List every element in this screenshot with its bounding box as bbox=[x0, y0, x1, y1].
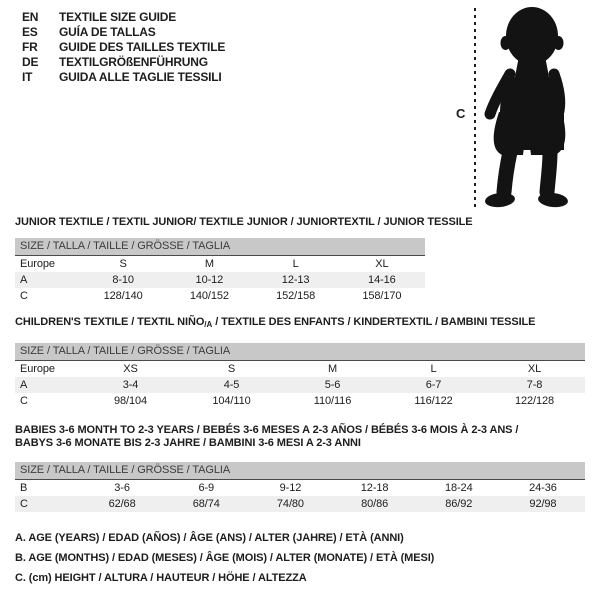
column-header-europe: Europe bbox=[20, 363, 55, 375]
row-label: B bbox=[20, 482, 28, 494]
language-code: IT bbox=[22, 70, 33, 84]
table-cell: 3-4 bbox=[122, 379, 139, 391]
row-label: C bbox=[20, 395, 28, 407]
language-label: GUÍA DE TALLAS bbox=[59, 25, 156, 39]
language-row bbox=[22, 40, 225, 55]
table-row-a bbox=[15, 377, 585, 393]
table-cell: 116/122 bbox=[414, 395, 453, 407]
title-part: CHILDREN'S TEXTILE / TEXTIL NIÑO bbox=[15, 316, 205, 328]
section-title bbox=[15, 316, 585, 331]
section-title-line1: BABIES 3-6 MONTH TO 2-3 YEARS / BEBÉS 3-6 MESES A 2-3 AÑOS / BÉBÉS 3-6 MOIS À 2-3 ANS / bbox=[15, 424, 519, 436]
legend-note-b: B. AGE (MONTHS) / EDAD (MESES) / ÂGE (MOIS) / ALTER (MONATE) / ETÀ (MESI) bbox=[15, 552, 435, 564]
size-header-bar: SIZE / TALLA / TAILLE / GRÖSSE / TAGLIA bbox=[15, 462, 585, 480]
table-cell: 5-6 bbox=[324, 379, 341, 391]
table-row-c bbox=[15, 288, 425, 304]
row-label: A bbox=[20, 379, 28, 391]
table-cell: 24-36 bbox=[529, 482, 557, 494]
children-size-table bbox=[15, 343, 585, 409]
table-row-c bbox=[15, 393, 585, 409]
table-cell: 6-7 bbox=[425, 379, 442, 391]
height-label-c: C bbox=[456, 106, 466, 121]
table-cell: 8-10 bbox=[112, 274, 134, 286]
column-header: M bbox=[327, 363, 338, 375]
column-header: XL bbox=[375, 258, 389, 270]
language-code: FR bbox=[22, 40, 38, 54]
table-row-c bbox=[15, 496, 585, 512]
table-row-a bbox=[15, 272, 425, 288]
row-label: C bbox=[20, 498, 28, 510]
section-babies-textile bbox=[15, 424, 585, 512]
column-header: S bbox=[227, 363, 236, 375]
table-cell: 12-13 bbox=[281, 274, 310, 286]
legend-note-c: C. (cm) HEIGHT / ALTURA / HAUTEUR / HÖHE / ALTEZZA bbox=[15, 572, 307, 584]
table-cell: 6-9 bbox=[198, 482, 215, 494]
language-row bbox=[22, 25, 225, 40]
table-cell: 140/152 bbox=[189, 290, 229, 302]
language-code: ES bbox=[22, 25, 38, 39]
column-header: L bbox=[292, 258, 299, 270]
table-header-row bbox=[15, 361, 585, 377]
section-junior-textile bbox=[15, 216, 473, 304]
table-cell: 14-16 bbox=[368, 274, 396, 286]
table-cell: 12-18 bbox=[360, 482, 389, 494]
table-header-row bbox=[15, 256, 425, 272]
column-header-europe: Europe bbox=[20, 258, 55, 270]
column-header: L bbox=[430, 363, 437, 375]
size-header-bar: SIZE / TALLA / TAILLE / GRÖSSE / TAGLIA bbox=[15, 238, 425, 256]
legend-notes bbox=[15, 528, 434, 588]
table-cell: 98/104 bbox=[113, 395, 148, 407]
row-label: C bbox=[20, 290, 28, 302]
column-header: XS bbox=[123, 363, 138, 375]
table-cell: 18-24 bbox=[444, 482, 473, 494]
legend-note-a: A. AGE (YEARS) / EDAD (AÑOS) / ÂGE (ANS) / ALTER (JAHRE) / ETÀ (ANNI) bbox=[15, 532, 404, 544]
row-label: A bbox=[20, 274, 28, 286]
table-cell: 86/92 bbox=[445, 498, 473, 510]
section-title-line2: BABYS 3-6 MONATE BIS 2-3 JAHRE / BAMBINI 3-6 MESI A 2-3 ANNI bbox=[15, 437, 361, 449]
column-header: M bbox=[204, 258, 214, 270]
height-measure-figure bbox=[440, 0, 600, 215]
table-row-b bbox=[15, 480, 585, 496]
size-header-bar: SIZE / TALLA / TAILLE / GRÖSSE / TAGLIA bbox=[15, 343, 585, 361]
language-row bbox=[22, 55, 225, 70]
language-row bbox=[22, 10, 225, 25]
column-header: S bbox=[119, 258, 127, 270]
language-code: EN bbox=[22, 10, 39, 24]
title-part: / TEXTILE DES ENFANTS / KINDERTEXTIL / BAMBINI TESSILE bbox=[212, 316, 536, 328]
language-label: GUIDE DES TAILLES TEXTILE bbox=[59, 40, 226, 54]
table-cell: 3-6 bbox=[114, 482, 130, 494]
table-cell: 128/140 bbox=[103, 290, 143, 302]
language-label: TEXTILE SIZE GUIDE bbox=[59, 10, 177, 24]
language-list bbox=[22, 10, 225, 85]
language-label: GUIDA ALLE TAGLIE TESSILI bbox=[59, 70, 222, 84]
column-header: XL bbox=[527, 363, 542, 375]
table-cell: 68/74 bbox=[192, 498, 220, 510]
table-cell: 4-5 bbox=[223, 379, 240, 391]
table-cell: 110/116 bbox=[313, 395, 352, 407]
section-childrens-textile bbox=[15, 316, 585, 409]
table-cell: 158/170 bbox=[362, 290, 402, 302]
table-cell: 80/86 bbox=[361, 498, 389, 510]
title-subscript: /A bbox=[204, 320, 213, 329]
table-cell: 7-8 bbox=[526, 379, 543, 391]
junior-size-table bbox=[15, 238, 425, 304]
table-cell: 74/80 bbox=[276, 498, 304, 510]
table-cell: 152/158 bbox=[276, 290, 316, 302]
table-cell: 10-12 bbox=[195, 274, 224, 286]
language-label: TEXTILGRÖßENFÜHRUNG bbox=[59, 55, 208, 69]
language-code: DE bbox=[22, 55, 39, 69]
table-cell: 62/68 bbox=[108, 498, 136, 510]
section-title: JUNIOR TEXTILE / TEXTIL JUNIOR/ TEXTILE JUNIOR / JUNIORTEXTIL / JUNIOR TESSILE bbox=[15, 216, 473, 228]
table-cell: 104/110 bbox=[212, 395, 251, 407]
table-cell: 9-12 bbox=[279, 482, 302, 494]
language-row bbox=[22, 70, 225, 85]
table-cell: 122/128 bbox=[514, 395, 555, 407]
table-cell: 92/98 bbox=[529, 498, 557, 510]
babies-size-table bbox=[15, 462, 585, 512]
